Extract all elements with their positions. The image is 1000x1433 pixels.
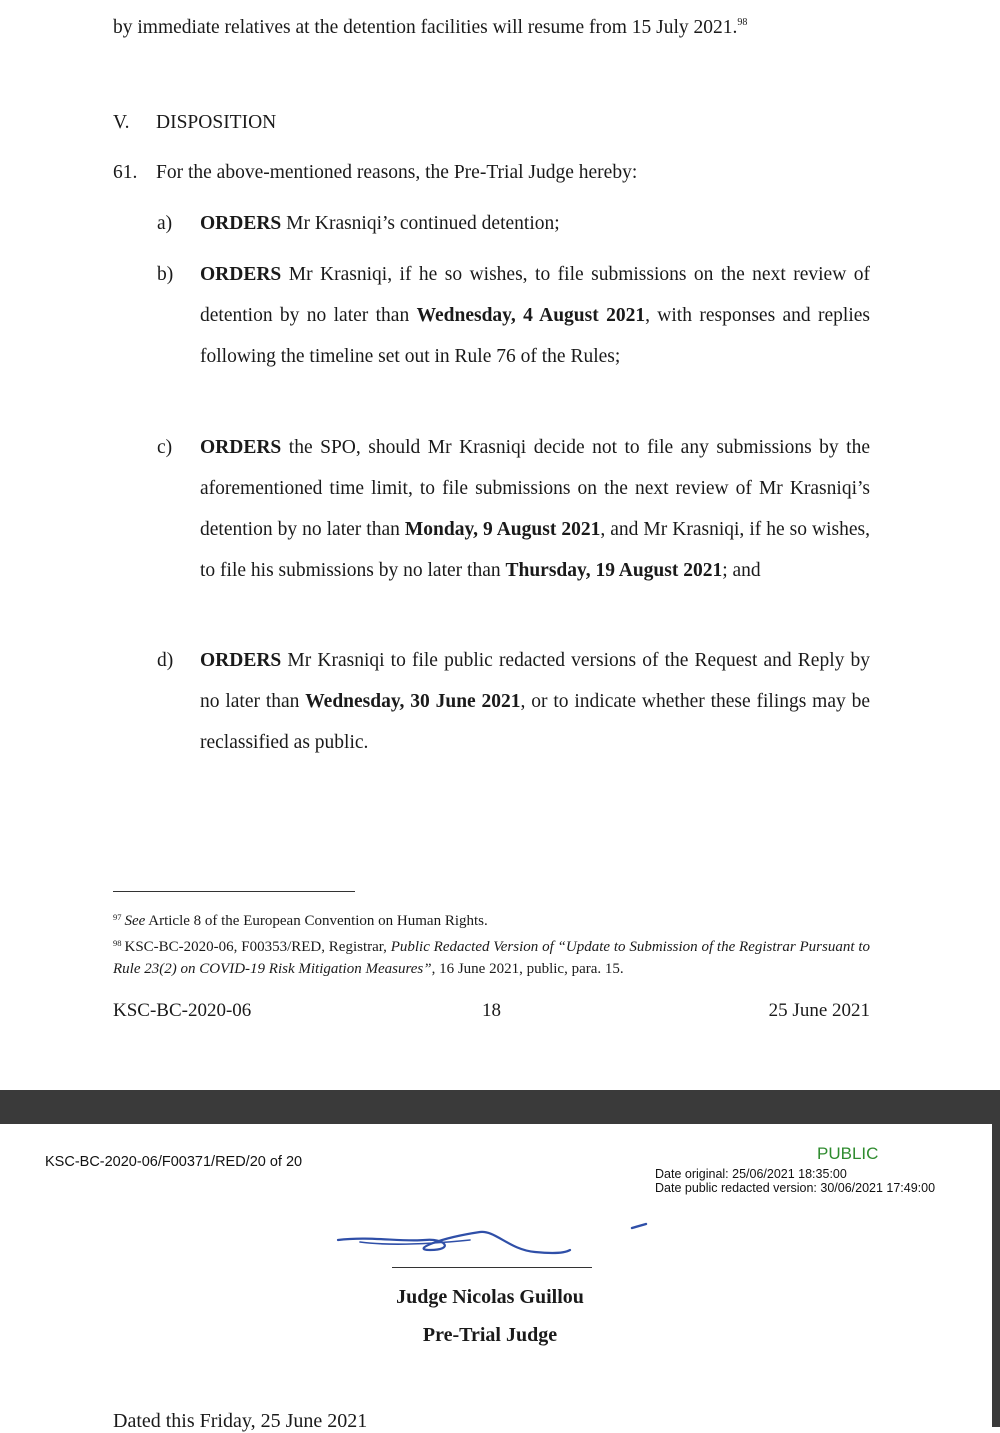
order-item-d: [200, 640, 870, 763]
judge-title: Pre-Trial Judge: [422, 1324, 558, 1346]
footnote-number: 97: [113, 912, 122, 922]
footnote-ref-98: 98: [737, 17, 748, 28]
document-page-20: [0, 1124, 992, 1432]
order-item-a: [200, 203, 870, 244]
signature-icon: [330, 1220, 660, 1268]
bold-text: Monday, 9 August 2021: [404, 519, 601, 540]
text-run: the SPO, should Mr Krasniqi decide not to file any submissions by the aforementioned time limit, to file submissions on the next review of Mr Krasniqi’s detention by no later than: [200, 437, 870, 540]
section-number: V.: [113, 112, 130, 133]
text-run: KSC-BC-2020-06, F00353/RED, Registrar,: [124, 939, 391, 955]
section-title: DISPOSITION: [156, 112, 277, 133]
date-original: Date original: 25/06/2021 18:35:00: [655, 1167, 847, 1181]
page-gap: [0, 1090, 1000, 1124]
date-public-redacted: Date public redacted version: 30/06/2021 17:49:00: [655, 1181, 936, 1195]
continuation-text: by immediate relatives at the detention facilities will resume from 15 July 2021.: [113, 17, 738, 38]
order-item-label: a): [157, 213, 173, 234]
dated-line: Dated this Friday, 25 June 2021: [113, 1410, 368, 1432]
bold-text: ORDERS: [200, 264, 282, 285]
signature-line: [392, 1267, 592, 1268]
paragraph-number: 61.: [113, 162, 138, 183]
classification-label: PUBLIC: [817, 1144, 879, 1163]
order-item-c: [200, 427, 870, 591]
continuation-line: [113, 2, 747, 48]
order-item-label: d): [157, 650, 174, 671]
italic-text: See: [124, 913, 146, 929]
paragraph-intro: For the above-mentioned reasons, the Pre-Trial Judge hereby:: [156, 162, 638, 183]
judge-name: Judge Nicolas Guillou: [396, 1286, 584, 1308]
text-run: Mr Krasniqi, if he so wishes, to file submissions on the next review of detention by no later than: [200, 264, 870, 326]
bold-text: Wednesday, 4 August 2021: [416, 305, 646, 326]
bold-text: Thursday, 19 August 2021: [505, 560, 723, 581]
order-item-label: c): [157, 437, 173, 458]
footer-date: 25 June 2021: [768, 1000, 870, 1021]
text-run: , and Mr Krasniqi, if he so wishes, to file his submissions by no later than: [200, 519, 870, 581]
page-edge: [992, 1124, 1000, 1427]
footer-page-number: 18: [482, 1000, 501, 1021]
footnote-97: [113, 906, 870, 932]
text-run: ; and: [722, 560, 761, 581]
text-run: , 16 June 2021, public, para. 15.: [431, 961, 624, 977]
footnotes: [113, 906, 870, 980]
order-item-label: b): [157, 264, 174, 285]
italic-text: Public Redacted Version of “Update to Submission of the Registrar Pursuant to Rule 23(2) on COVID-19 Risk Mitigation Measures”: [113, 939, 870, 977]
text-run: Article 8 of the European Convention on Human Rights.: [145, 913, 488, 929]
footnote-number: 98: [113, 938, 122, 948]
footer-case-number: KSC-BC-2020-06: [113, 1000, 252, 1021]
bold-text: ORDERS: [200, 213, 282, 234]
doc-reference: KSC-BC-2020-06/F00371/RED/20 of 20: [45, 1154, 303, 1170]
order-item-b: [200, 254, 870, 377]
footnote-divider: [113, 891, 355, 892]
bold-text: Wednesday, 30 June 2021: [305, 691, 521, 712]
text-run: Mr Krasniqi’s continued detention;: [281, 213, 560, 234]
text-run: , or to indicate whether these filings may be reclassified as public.: [200, 691, 870, 753]
text-run: Mr Krasniqi to file public redacted versions of the Request and Reply by no later than: [200, 650, 870, 712]
footnote-98: [113, 932, 870, 980]
text-run: , with responses and replies following the timeline set out in Rule 76 of the Rules;: [200, 305, 871, 367]
bold-text: ORDERS: [200, 650, 282, 671]
bold-text: ORDERS: [200, 437, 282, 458]
